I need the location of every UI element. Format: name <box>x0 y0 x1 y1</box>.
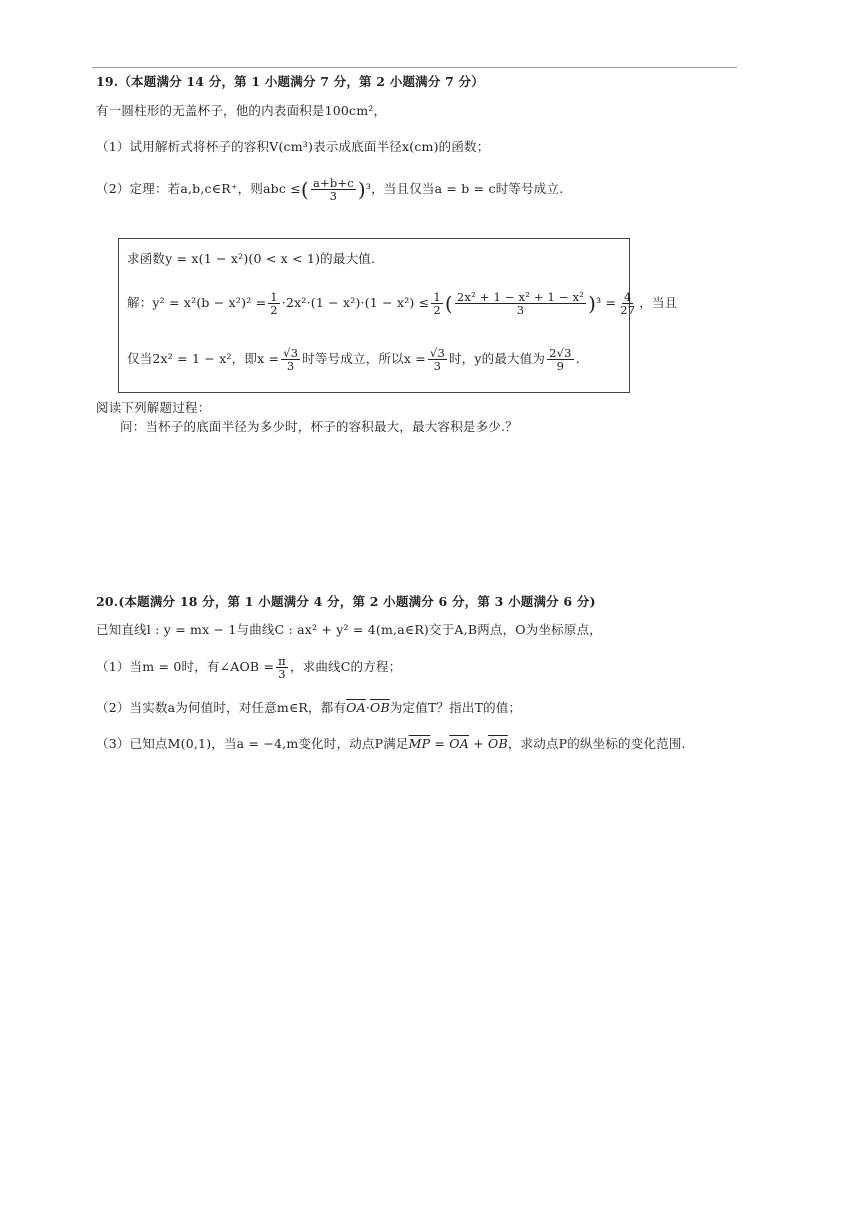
half-fraction: $\frac{1}{2}$ <box>270 290 278 318</box>
q19-header: 19.（本题满分 14 分，第 1 小题满分 7 分，第 2 小题满分 7 分） <box>96 74 484 89</box>
half-fraction-2: $\frac{1}{2}$ <box>433 290 441 318</box>
vector-ob-2: $\overline{OB}$ <box>488 736 508 751</box>
q20-part1: （1）当m = 0时，有∠AOB = $\frac{\pi}{3}$ ，求曲线C的方程； <box>96 654 402 682</box>
q20-part2: （2）当实数a为何值时，对任意m∈R，都有$\overline{OA}\cdot\overline{OB}$为定值T？指出T的值； <box>96 700 522 715</box>
top-rule <box>92 67 737 68</box>
q19-read-label: 阅读下列解题过程： <box>96 400 211 415</box>
root3-fraction-2: $\frac{√3}{3}$ <box>429 346 445 374</box>
q19-intro: 有一圆柱形的无盖杯子，他的内表面积是100cm²， <box>96 103 387 118</box>
q19-part1: （1）试用解析式将杯子的容积V(cm³)表示成底面半径x(cm)的函数； <box>96 139 490 154</box>
vector-oa-2: $\overline{OA}$ <box>449 736 469 751</box>
q19-part2-text-a: （2）定理：若a,b,c∈R⁺，则abc ≤ <box>96 181 301 197</box>
box-line3: 仅当2x² = 1 − x²，即x = $\frac{√3}{3}$ 时等号成立，所以x = $\frac{√3}{3}$ 时，y的最大值为 $\frac{2√3}{9}$ . <box>127 346 580 374</box>
box-line2: 解：y² = x²(b − x²)² = $\frac{1}{2}$ ·2x²·(1 − x²)·(1 − x²) ≤ $\frac{1}{2}$ ( $\frac{\text{2x² + 1 − x² + 1 − x²}}{3}$ )³ = $\frac{4}{27}$ ，当且 <box>127 290 678 318</box>
vector-oa: $\overline{OA}$ <box>346 700 366 715</box>
root3-fraction: $\frac{√3}{3}$ <box>283 346 299 374</box>
q20-intro: 已知直线l : y = mx − 1与曲线C : ax² + y² = 4(m,a∈R)交于A,B两点，O为坐标原点， <box>96 622 602 637</box>
q20-part3: （3）已知点M(0,1)，当a = −4,m变化时，动点P满足$\overline{MP} = \overline{OA} + \overline{OB}$，求动点P的纵坐标的变化范围. <box>96 736 686 751</box>
q19-part2-text-b: ³，当且仅当a = b = c时等号成立. <box>365 181 564 197</box>
q19-question: 问：当杯子的底面半径为多少时，杯子的容积最大，最大容积是多少.？ <box>120 419 518 434</box>
worked-example-box <box>118 238 678 393</box>
sum-fraction: $\frac{\text{2x² + 1 − x² + 1 − x²}}{3}$ <box>456 290 585 318</box>
q20-header: 20.(本题满分 18 分，第 1 小题满分 4 分，第 2 小题满分 6 分，第 3 小题满分 6 分) <box>96 594 596 609</box>
box-line1: 求函数y = x(1 − x²)(0 < x < 1)的最大值. <box>127 251 376 266</box>
vector-mp: $\overline{MP}$ <box>408 736 431 751</box>
max-fraction: $\frac{2√3}{9}$ <box>549 346 572 374</box>
q19-part2-fraction: $\frac{a+b+c}{3}$ <box>312 176 354 204</box>
vector-ob: $\overline{OB}$ <box>370 700 390 715</box>
q19-part2: （2）定理：若a,b,c∈R⁺，则abc ≤( $\frac{a+b+c}{3}$ )³，当且仅当a = b = c时等号成立. <box>96 176 564 204</box>
result-fraction: $\frac{4}{27}$ <box>620 290 636 318</box>
pi-fraction: $\frac{\pi}{3}$ <box>278 654 286 682</box>
